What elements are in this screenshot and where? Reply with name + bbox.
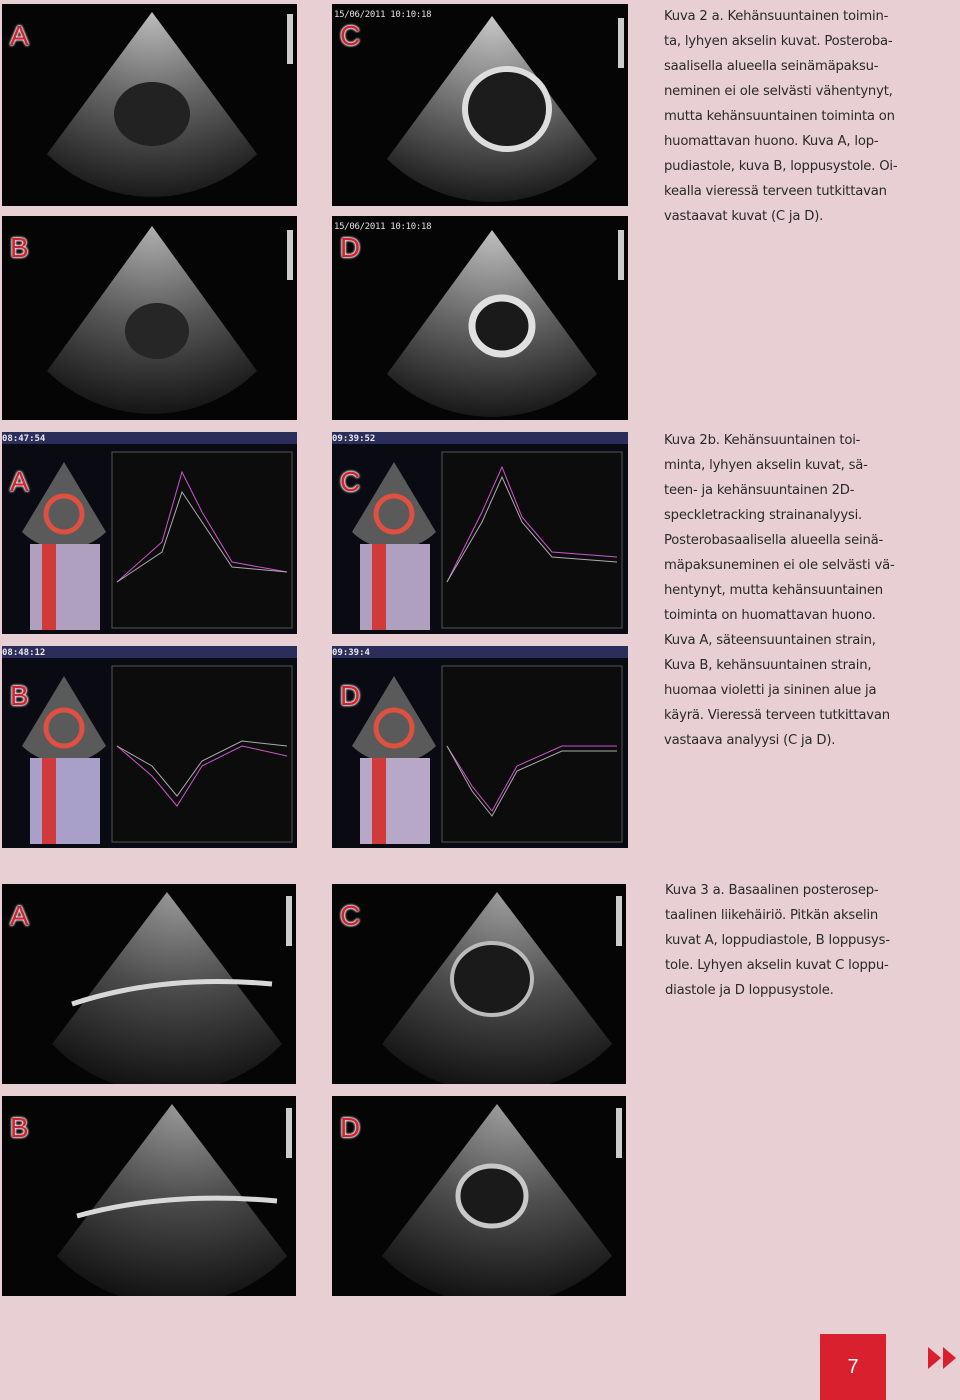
- panel-label: C: [340, 900, 361, 931]
- panel-label: A: [10, 900, 29, 931]
- sector-scan: [332, 4, 628, 206]
- echo-image-3a-C: [332, 884, 626, 1084]
- panel-label: C: [340, 466, 361, 497]
- strain-analysis-2b-C: [332, 432, 628, 634]
- strain-analysis-2b-B: [2, 646, 297, 848]
- caption-line: hentynyt, mutta kehänsuuntainen: [664, 583, 883, 598]
- caption-line: Kuva A, säteensuuntainen strain,: [664, 633, 876, 648]
- echo-image-2a-D: [332, 216, 628, 420]
- caption-line: huomaa violetti ja sininen alue ja: [664, 683, 877, 698]
- caption-line: vastaavat kuvat (C ja D).: [664, 209, 824, 224]
- caption-line: Posterobasaalisella alueella seinä-: [664, 533, 884, 548]
- timestamp: 08:47:54: [2, 434, 46, 444]
- strain-screen: [332, 646, 628, 848]
- panel-label: C: [340, 20, 361, 51]
- echo-image-3a-D: [332, 1096, 626, 1296]
- caption-line: mutta kehänsuuntainen toiminta on: [664, 109, 895, 124]
- caption-line: diastole ja D loppusystole.: [665, 983, 834, 998]
- caption-line: huomattavan huono. Kuva A, lop-: [664, 134, 879, 149]
- caption-line: taalinen liikehäiriö. Pitkän akselin: [665, 908, 879, 923]
- caption-figure-2a: [664, 4, 904, 229]
- caption-line: mäpaksuneminen ei ole selvästi vä-: [664, 558, 895, 573]
- sector-scan: [332, 1096, 626, 1296]
- timestamp: 09:39:52: [332, 434, 376, 444]
- caption-line: vastaava analyysi (C ja D).: [664, 733, 836, 748]
- strain-screen: [2, 646, 297, 848]
- echo-image-2a-A: [2, 4, 297, 206]
- panel-label: B: [10, 1112, 29, 1143]
- strain-screen: [332, 432, 628, 634]
- panel-label: A: [10, 20, 29, 51]
- panel-label: D: [340, 232, 361, 263]
- caption-line: kealla vieressä terveen tutkittavan: [664, 184, 887, 199]
- caption-line: neminen ei ole selvästi vähentynyt,: [664, 84, 893, 99]
- sector-scan: [2, 4, 297, 206]
- page-number: 7: [820, 1334, 886, 1400]
- echo-image-3a-A: [2, 884, 296, 1084]
- caption-line: Kuva 2 a. Kehänsuuntainen toimin-: [664, 9, 889, 24]
- echo-image-2a-B: [2, 216, 297, 420]
- sector-scan: [2, 884, 296, 1084]
- caption-line: toiminta on huomattavan huono.: [664, 608, 876, 623]
- caption-line: tole. Lyhyen akselin kuvat C loppu-: [665, 958, 889, 973]
- strain-analysis-2b-A: [2, 432, 297, 634]
- caption-line: käyrä. Vieressä terveen tutkittavan: [664, 708, 890, 723]
- timestamp: 08:48:12: [2, 648, 46, 658]
- caption-line: speckletracking strainanalyysi.: [664, 508, 863, 523]
- panel-label: D: [340, 680, 361, 711]
- panel-label: D: [340, 1112, 361, 1143]
- sector-scan: [2, 216, 297, 420]
- caption-line: ta, lyhyen akselin kuvat. Posteroba-: [664, 34, 893, 49]
- timestamp: 15/06/2011 10:10:18: [334, 222, 432, 232]
- echo-image-2a-C: [332, 4, 628, 206]
- caption-line: saalisella alueella seinämäpaksu-: [664, 59, 879, 74]
- strain-screen: [2, 432, 297, 634]
- caption-line: Kuva 3 a. Basaalinen posterosep-: [665, 883, 879, 898]
- caption-figure-3a: [665, 878, 905, 1003]
- caption-line: kuvat A, loppudiastole, B loppusys-: [665, 933, 890, 948]
- sector-scan: [2, 1096, 296, 1296]
- panel-label: A: [10, 466, 29, 497]
- caption-line: Kuva 2b. Kehänsuuntainen toi-: [664, 433, 861, 448]
- caption-figure-2b: [664, 428, 904, 753]
- caption-line: pudiastole, kuva B, loppusystole. Oi-: [664, 159, 898, 174]
- strain-analysis-2b-D: [332, 646, 628, 848]
- panel-label: B: [10, 680, 29, 711]
- double-chevron-right-icon[interactable]: [928, 1347, 958, 1369]
- sector-scan: [332, 216, 628, 420]
- echo-image-3a-B: [2, 1096, 296, 1296]
- sector-scan: [332, 884, 626, 1084]
- timestamp: 09:39:4: [332, 648, 370, 658]
- caption-line: teen- ja kehänsuuntainen 2D-: [664, 483, 855, 498]
- caption-line: minta, lyhyen akselin kuvat, sä-: [664, 458, 868, 473]
- caption-line: Kuva B, kehänsuuntainen strain,: [664, 658, 872, 673]
- timestamp: 15/06/2011 10:10:18: [334, 10, 432, 20]
- panel-label: B: [10, 232, 29, 263]
